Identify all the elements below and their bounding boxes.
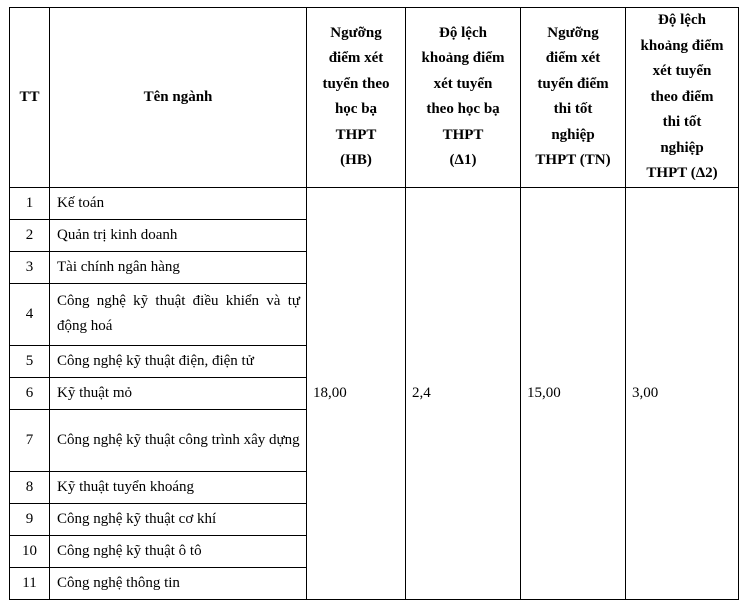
major-name: Công nghệ kỹ thuật công trình xây dựng	[50, 409, 307, 471]
tn-threshold-value: 15,00	[521, 187, 626, 599]
major-name: Công nghệ kỹ thuật cơ khí	[50, 503, 307, 535]
row-number: 7	[10, 409, 50, 471]
row-number: 2	[10, 219, 50, 251]
header-major-name: Tên ngành	[50, 8, 307, 188]
header-hb-threshold: Ngưỡng điểm xét tuyển theo học bạ THPT (HB)	[307, 8, 406, 188]
major-name: Công nghệ thông tin	[50, 567, 307, 599]
header-tt: TT	[10, 8, 50, 188]
hb-threshold-value: 18,00	[307, 187, 406, 599]
major-name: Công nghệ kỹ thuật điện, điện tử	[50, 345, 307, 377]
delta1-value: 2,4	[406, 187, 521, 599]
header-row	[10, 8, 739, 188]
major-name: Tài chính ngân hàng	[50, 251, 307, 283]
row-number: 9	[10, 503, 50, 535]
major-name: Quản trị kinh doanh	[50, 219, 307, 251]
row-number: 11	[10, 567, 50, 599]
row-number: 4	[10, 283, 50, 345]
delta2-value: 3,00	[626, 187, 739, 599]
header-tn-threshold: Ngưỡng điểm xét tuyển điểm thi tốt nghiệp THPT (TN)	[521, 8, 626, 188]
row-number: 6	[10, 377, 50, 409]
admission-threshold-table	[9, 7, 739, 600]
header-delta1: Độ lệch khoảng điểm xét tuyển theo học bạ THPT (Δ1)	[406, 8, 521, 188]
header-delta2: Độ lệch khoảng điểm xét tuyển theo điểm thi tốt nghiệp THPT (Δ2)	[626, 8, 739, 188]
table-row	[10, 187, 739, 219]
row-number: 5	[10, 345, 50, 377]
major-name: Kỹ thuật mỏ	[50, 377, 307, 409]
row-number: 10	[10, 535, 50, 567]
major-name: Kỹ thuật tuyển khoáng	[50, 471, 307, 503]
row-number: 8	[10, 471, 50, 503]
major-name: Kế toán	[50, 187, 307, 219]
row-number: 3	[10, 251, 50, 283]
major-name: Công nghệ kỹ thuật ô tô	[50, 535, 307, 567]
major-name: Công nghệ kỹ thuật điều khiển và tự động hoá	[50, 283, 307, 345]
row-number: 1	[10, 187, 50, 219]
